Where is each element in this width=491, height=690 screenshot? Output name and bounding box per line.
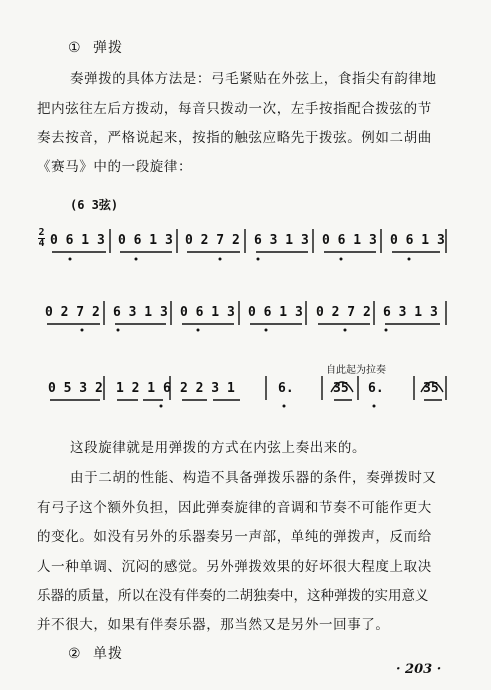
measure: 0 6 1 3 [180, 305, 235, 320]
measure: 6 3 1 3 [383, 305, 438, 320]
body-line: 并不很大，如果有伴奏乐器，那当然又是另外一回事了。 [37, 617, 390, 633]
body-line: 有弓子这个额外负担，因此弹奏旋律的音调和节奏不可能作更大 [37, 500, 432, 516]
page-number: · 203 · [396, 662, 442, 677]
measure: 35 [333, 381, 349, 396]
time-signature-top: 2 [38, 227, 45, 238]
measure: 35 [423, 381, 439, 396]
intro-line: 奏弹拨的具体方法是：弓毛紧贴在外弦上，食指尖有韵律地 [70, 71, 437, 87]
body-line: 这段旋律就是用弹拨的方式在内弦上奏出来的。 [70, 440, 367, 456]
body-line: 人一种单调、沉闷的感觉。另外弹拨效果的好坏很大程度上取决 [37, 559, 432, 575]
measure: 0 6 1 3 [50, 233, 105, 248]
intro-line: 把内弦往左后方拨动，每音只拨动一次，左手按指配合拨弦的节 [37, 101, 432, 117]
measure: 0 6 1 3 [322, 233, 377, 248]
section-title: 弹拨 [93, 40, 124, 56]
measure: 0 6 1 3 [118, 233, 173, 248]
measure: 6. [368, 381, 384, 396]
intro-line: 奏去按音，严格说起来，按指的触弦应略先于拨弦。例如二胡曲 [37, 130, 432, 146]
measure: 6. [278, 381, 294, 396]
measure: 6 3 1 3 [113, 305, 168, 320]
bowing-annotation: 自此起为拉奏 [326, 365, 386, 376]
measure: 0 6 1 3 [248, 305, 303, 320]
section-marker: ① [68, 40, 82, 56]
section-marker: ② [68, 646, 82, 662]
intro-line: 《赛马》中的一段旋律： [37, 159, 193, 175]
body-line: 的变化。如没有另外的乐器奏另一声部，单纯的弹拨声，反而给 [37, 529, 432, 545]
measure: 0 2 7 2 [316, 305, 371, 320]
body-line: 由于二胡的性能、构造不具备弹拨乐器的条件，奏弹拨时又 [70, 470, 437, 486]
time-signature-bottom: 4 [38, 238, 45, 249]
measure: 2 2 3 1 [180, 381, 235, 396]
section-title: 单拨 [93, 646, 124, 662]
string-note: (6 3弦) [70, 198, 119, 212]
measure: 0 2 7 2 [185, 233, 240, 248]
section-heading-2 [68, 643, 123, 663]
measure: 6 3 1 3 [254, 233, 309, 248]
measure: 0 2 7 2 [45, 305, 100, 320]
body-line: 乐器的质量，所以在没有伴奏的二胡独奏中，这种弹拨的实用意义 [37, 588, 429, 604]
measure: 0 6 1 3 [390, 233, 445, 248]
measure: 0 5 3 2 [48, 381, 103, 396]
measure: 1 2 1 6 [116, 381, 171, 396]
